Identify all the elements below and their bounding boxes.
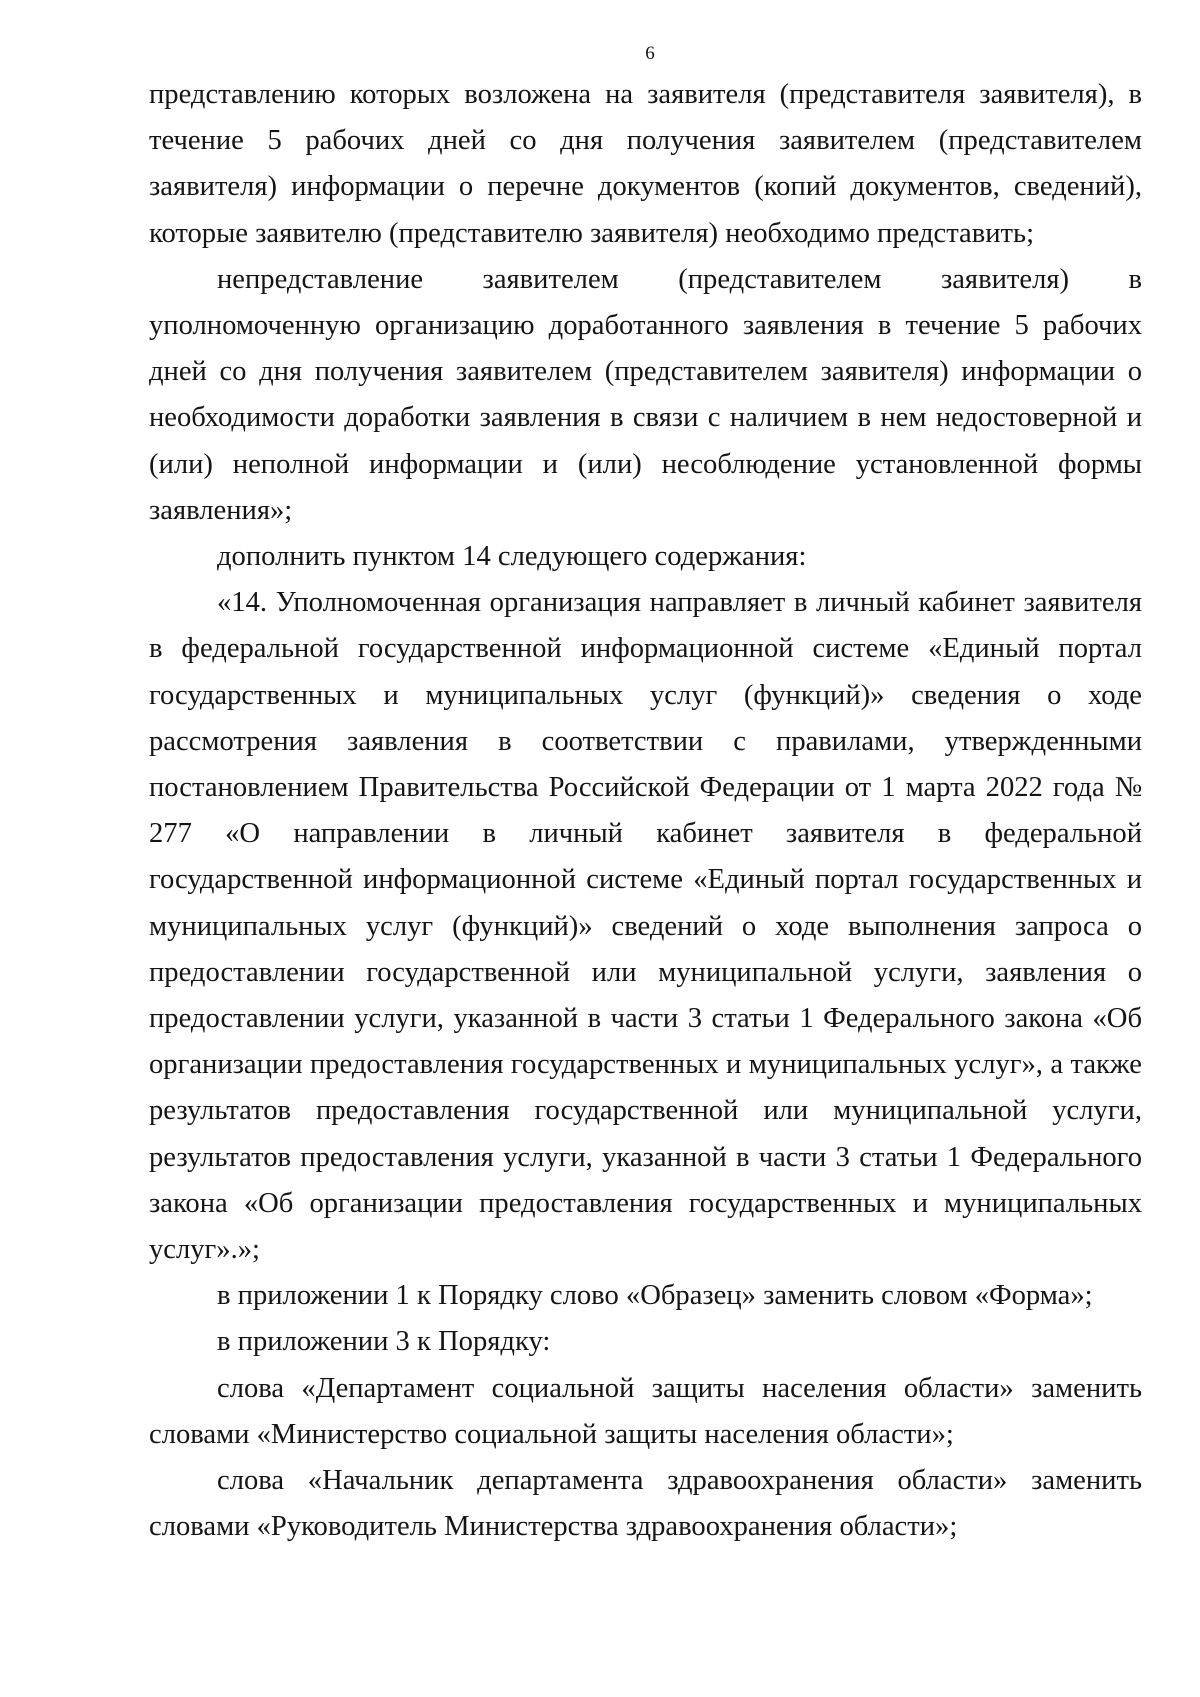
paragraph-appendix-1: в приложении 1 к Порядку слово «Образец» заменить словом «Форма»; (217, 1280, 1093, 1312)
paragraph-replace-department: слова «Департамент социальной защиты населения области» заменить словами «Министерство социальной защиты населения области»; (149, 1372, 1142, 1450)
paragraph-continuation: представлению которых возложена на заявителя (представителя заявителя), в течение 5 рабочих дней со дня получения заявителем (представителем заявителя) информации о перечне документов (копий документов, сведений), которые заявителю (представителю заявителя) необходимо представить; (149, 79, 1142, 249)
paragraph-appendix-3: в приложении 3 к Порядку: (217, 1326, 551, 1358)
paragraph-add-point-14: дополнить пунктом 14 следующего содержания: (217, 541, 807, 573)
paragraph-point-14: «14. Уполномоченная организация направляет в личный кабинет заявителя в федеральной государственной информационной системе «Единый портал государственных и муниципальных услуг (функций)» сведения о ходе рассмотрения заявления в соответствии с правилами, утвержденными постановлением Правительства Российской Федерации от 1 марта 2022 года № 277 «О направлении в личный кабинет заявителя в федеральной государственной информационной системе «Единый портал государственных и муниципальных услуг (функций)» сведений о ходе выполнения запроса о предоставлении государственной или муниципальной услуги, заявления о предоставлении услуги, указанной в части 3 статьи 1 Федерального закона «Об организации предоставления государственных и муниципальных услуг», а также результатов предоставления государственной или муниципальной услуги, результатов предоставления услуги, указанной в части 3 статьи 1 Федерального закона «Об организации предоставления государственных и муниципальных услуг».»; (149, 587, 1142, 1266)
document-body (149, 72, 1142, 1551)
page-number: 6 (645, 43, 655, 64)
paragraph-replace-head: слова «Начальник департамента здравоохранения области» заменить словами «Руководитель Министерства здравоохранения области»; (149, 1465, 1142, 1543)
paragraph-nonsubmission: непредставление заявителем (представителем заявителя) в уполномоченную организацию доработанного заявления в течение 5 рабочих дней со дня получения заявителем (представителем заявителя) информации о необходимости доработки заявления в связи с наличием в нем недостоверной и (или) неполной информации и (или) несоблюдение установленной формы заявления»; (149, 263, 1142, 526)
